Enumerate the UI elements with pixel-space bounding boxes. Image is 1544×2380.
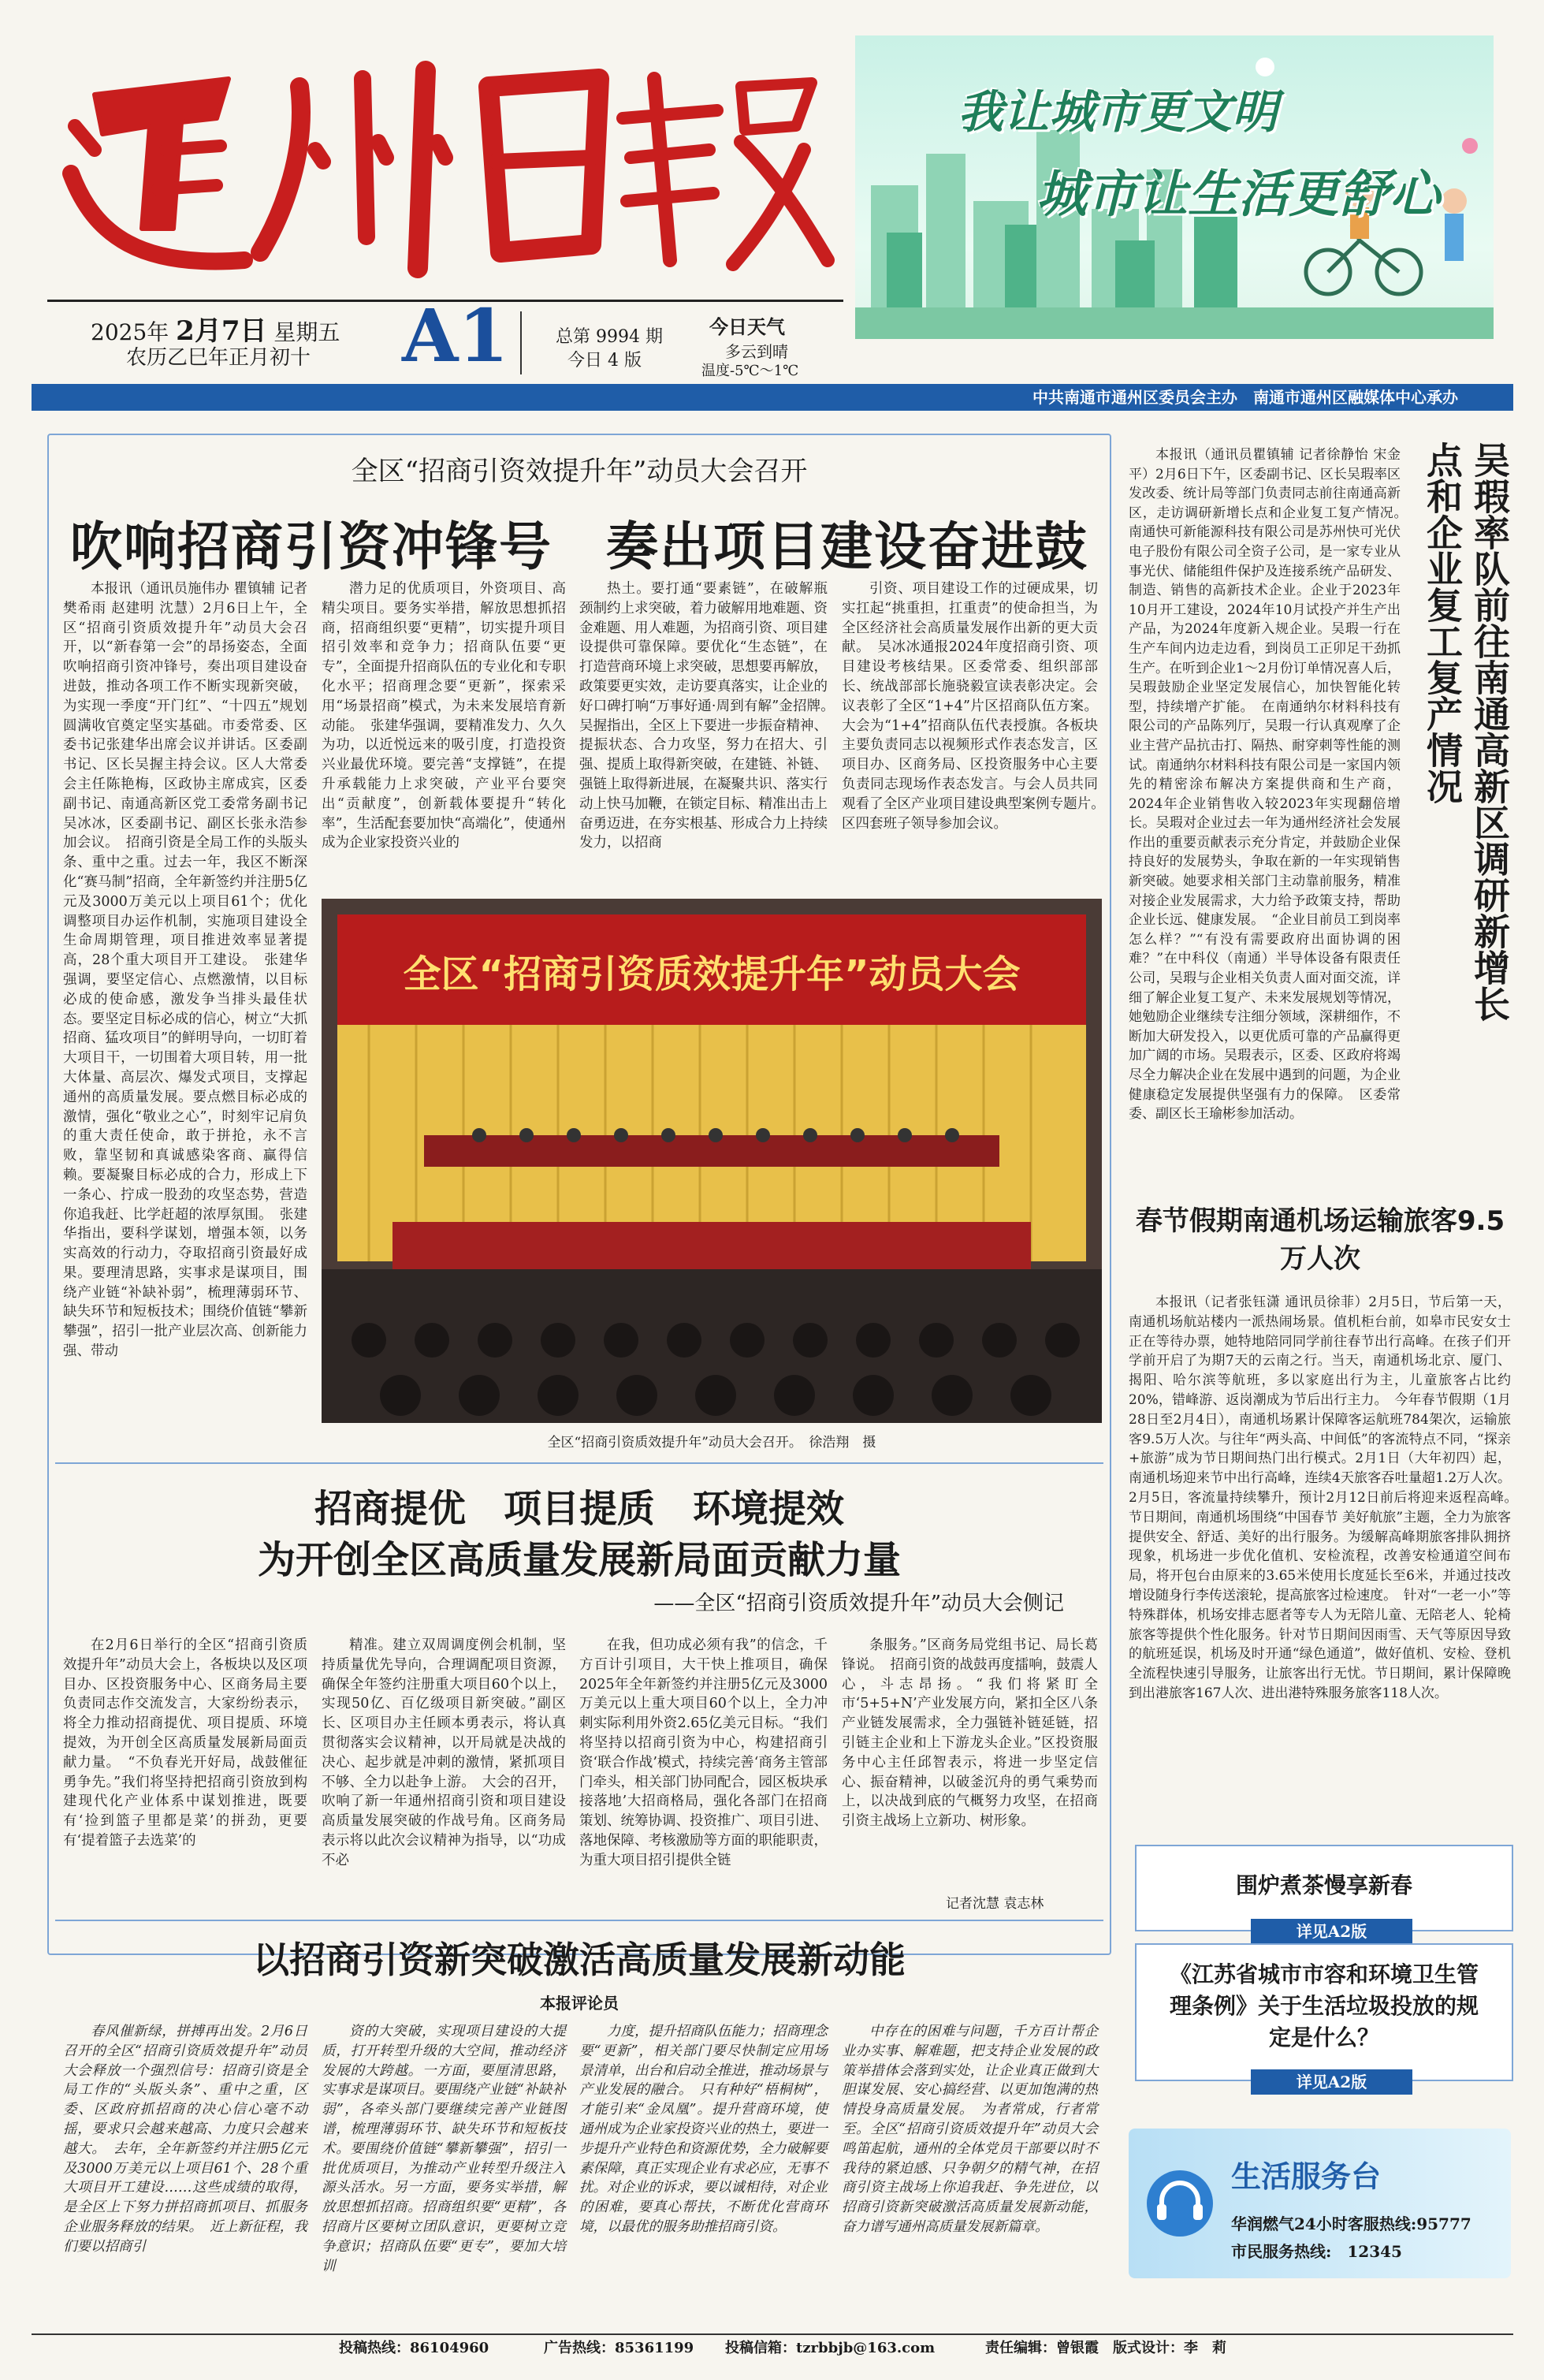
- weather-title: 今日天气: [709, 315, 785, 338]
- promo-title: 围炉煮茶慢享新春: [1235, 1872, 1412, 1898]
- divider: [520, 311, 522, 374]
- footer-bar: [32, 2333, 1513, 2360]
- commentary-column-4: 中存在的困难与问题，千方百计帮企业办实事、解难题，把支持企业发展的政策举措体会落到实处，让企业真正做到大胆谋发展、安心搞经营、以更加饱满的热情投身高质量发展。 为者常成，行者常至。全区“招商引资质效提升年”动员大会鸣笛起航，通州的全体党员干部要以时不我待的紧迫感、只争朝夕的精气神，在招商引资主战场上你追我赶、争先进位，以招商引资新突破激活高质量发展新动能，奋力谱写通州高质量发展新篇章。: [842, 2024, 1098, 2235]
- lunar-date: 农历乙巳年正月初十: [126, 346, 311, 370]
- lead-column-2: 潜力足的优质项目，外资项目、高精尖项目。要务实举措，解放思想抓招商，招商组织要“更精”，切实提升项目招引效率和竞争力；招商队伍要“更专”，全面提升招商队伍的专业化和专职化水平；招商理念要“更新”，探索采用“场景招商”模式，为未来发展培育新动能。 张建华强调，要精准发力、久久为功，以近悦远来的吸引度，打造投资兴业最优环境。要完善“支撑链”，在提升承载能力上求突破，产业平台要突出“贡献度”，创新载体要提升“转化率”，生活配套要加快“高端化”，使通州成为企业家投资兴业的: [322, 581, 566, 851]
- photo-caption: 全区“招商引资质效提升年”动员大会召开。 徐浩翔 摄: [547, 1435, 876, 1451]
- promo-page-tag[interactable]: 详见A2版: [1251, 2069, 1412, 2095]
- lead-column-4: 引资、项目建设工作的过硬成果，切实扛起“挑重担，扛重责”的使命担当，为全区经济社会高质量发展作出新的更大贡献。 吴冰冰通报2024年度招商引资、项目建设考核结果。区委常委、组织部部长、统战部部长施骁毅宣读表彰决定。会议表彰了全区“1+4”片区招商队伍方案。大会为“1+4”招商队伍代表授旗。各板块主要负责同志以视频形式作表态发言，区项目办、区商务局、区投资服务中心主要负责同志现场作表态发言。与会人员共同观看了全区产业项目建设典型案例专题片。 区四套班子领导参加会议。: [842, 581, 1112, 832]
- headset-icon: [1144, 2168, 1215, 2239]
- city-hotline: 市民服务热线: 12345: [1231, 2242, 1402, 2261]
- banner-slogan-2: 城市让生活更舒心: [1036, 166, 1440, 224]
- life-service-box: [1129, 2129, 1511, 2278]
- promo-page-tag[interactable]: 详见A2版: [1251, 1919, 1412, 1944]
- sidelight-column-3: 在我，但功成必须有我”的信念，千方百计引项目，大干快上推项目，确保2025年全年新签约并注册5亿元及3000万美元以上重大项目60个以上，全力冲刺实际利用外资2.65亿美元目标。“我们将坚持以招商引资为中心，构建招商引资‘联合作战’模式，持续完善‘商务主管部门牵头，相关部门协同配合，园区板块承接落地’大招商格局，强化各部门在招商策划、统筹协调、投资推广、项目引进、落地保障、考核激励等方面的职能职责，为重大项目招引提供全链: [579, 1637, 828, 1868]
- promo-regulation-box[interactable]: [1135, 1943, 1513, 2091]
- conference-photo[interactable]: [322, 899, 1102, 1423]
- right-story1-text: 本报讯（通讯员瞿镇辅 记者徐静怡 宋金平）2月6日下午，区委副书记、区长吴瑕率区发改委、统计局等部门负责同志前往南通高新区，走访调研新增长点和企业复工复产情况。 南通快可新能源科技有限公司是苏州快可光伏电子股份有限公司全资子公司，是一家专业从事光伏、储能组件保护及连接系统产品研发、制造、销售的高新技术企业。企业于2023年10月开工建设，2024年10月试投产并生产出产品，为2024年度新入规企业。吴瑕一行在生产车间内边走边看，到岗员工正卯足干劲抓生产。在听到企业1～2月份订单情况喜人后，吴瑕鼓励企业坚定发展信心，加快智能化转型，持续增产扩能。 在南通纳尔材料科技有限公司的产品陈列厅，吴瑕一行认真观摩了企业主营产品抗击打、隔热、耐穿刺等性能的测试。南通纳尔材料科技有限公司是一家国内领先的精密涂布解决方案提供商和生产商，2024年企业销售收入较2023年实现翻倍增长。吴瑕对企业过去一年为通州经济社会发展作出的重要贡献表示充分肯定，并鼓励企业保持良好的发展势头，争取在新的一年实现销售新突破。她要求相关部门主动靠前服务，精准对接企业发展需求，大力给予政策支持，帮助企业长远、健康发展。 “企业目前员工到岗率怎么样？”“有没有需要政府出面协调的困难？”在中科仪（南通）半导体设备有限责任公司，吴瑕与企业相关负责人面对面交流，详细了解企业复工复产、未来发展规划等情况，她勉励企业继续专注细分领域，深耕细作，不断加大研发投入，以更优质可靠的产品赢得更加广阔的市场。吴瑕表示，区委、区政府将竭尽全力解决企业在发展中遇到的问题，为企业健康稳定发展提供坚强有力的保障。 区委常委、副区长王瑜彬参加活动。: [1129, 447, 1414, 1123]
- divider: [55, 1920, 1103, 1921]
- sponsor-bar: 中共南通市通州区委员会主办 南通市通州区融媒体中心承办: [32, 384, 1513, 411]
- service-title: 生活服务台: [1231, 2159, 1382, 2194]
- lead-kicker: 全区“招商引资效提升年”动员大会召开: [351, 456, 808, 487]
- today-pages: 今日 4 版: [567, 351, 642, 371]
- sidelight-author: 记者沈慧 袁志林: [946, 1896, 1044, 1912]
- commentary-column-2: 资的大突破，实现项目建设的大提质，打开转型升级的大空间，推动经济发展的大跨越。一方面，要厘清思路，实事求是谋项目。要围绕产业链“补缺补弱”，各牵头部门要继续完善产业链图谱，梳理薄弱环节、缺失环节和短板技术。要围绕价值链“攀新攀强”，招引一批优质项目，为推动产业转型升级注入源头活水。另一方面，要务实举措，解放思想抓招商。招商组织要“更精”，各招商片区要树立团队意识，更要树立竞争意识；招商队伍要“更专”，要加大培训: [322, 2024, 566, 2274]
- lead-column-3: 热土。要打通“要素链”，在破解瓶颈制约上求突破，着力破解用地难题、资金难题、用人难题，为招商引资、项目建设提供可靠保障。要优化“生态链”，在打造营商环境上求突破，思想要再解放，政策要更实效，走访要真落实，让企业的好口碑打响“万事好通·周到有解”金招牌。 吴握指出，全区上下要进一步振奋精神、提振状态、合力攻坚，努力在招大、引强、提质上取得新突破，在建链、补链、强链上取得新进展，在凝聚共识、落实行动上快马加鞭，在锁定目标、精准出击上奋勇迈进，在夯实根基、形成合力上持续发力，以招商: [579, 581, 842, 851]
- sidelight-column-2: 精准。建立双周调度例会机制，坚持质量优先导向，合理调配项目资源，确保全年签约注册重大项目60个以上，实现50亿、百亿级项目新突破。”副区长、区项目办主任顾本勇表示，将认真贯彻落实会议精神，以开局就是决战的决心、起步就是冲刺的激情，紧抓项目不够、全力以赴争上游。 大会的召开，吹响了新一年通州招商引资和项目建设高质量发展突破的作战号角。区商务局表示将以此次会议精神为指导，以“功成不必: [322, 1637, 566, 1868]
- sidelight-headline-1[interactable]: 招商提优 项目提质 环境提效: [314, 1487, 844, 1531]
- commentary-headline[interactable]: 以招商引资新突破激活高质量发展新动能: [253, 1939, 906, 1981]
- promo-tea-box[interactable]: [1135, 1845, 1513, 1941]
- commentary-byline: 本报评论员: [540, 1994, 619, 2013]
- right-story2-text: 本报讯（记者张钰潇 通讯员徐菲）2月5日，节后第一天，南通机场航站楼内一派热闹场景。值机柜台前，如皋市民安女士正在等待办票，她特地陪同同学前往春节出行高峰。在孩子们开学前开启了为期7天的云南之行。当天，南通机场北京、厦门、揭阳、哈尔滨等航班，多以家庭出行为主，儿童旅客占比约20%，错峰游、返岗潮成为节后出行主力。 今年春节假期（1月28日至2月4日），南通机场累计保障客运航班784架次，运输旅客9.5万人次。与往年“两头高、中间低”的客流特点不同，“探亲+旅游”成为节日期间热门出行模式。2月1日（大年初四）起，南通机场迎来节中出行高峰，连续4天旅客吞吐量超1.2万人次。2月5日，客流量持续攀升，预计2月12日前后将迎来返程高峰。 节日期间，南通机场围绕“中国春节 美好航旅”主题，全力为旅客提供安全、舒适、美好的出行服务。为缓解高峰期旅客排队拥挤现象，机场进一步优化值机、安检流程，改善安检通道空间布局，将开包台由原来的3.65米使用长度延长至6米，并通过技改增设随身行李传送滚轮，提高旅客过检速度。 针对“一老一小”等特殊群体，机场安排志愿者等专人为无陪儿童、无陪老人、轮椅旅客等提供个性化服务。针对节日期间因雨雪、天气等原因导致的航班延误，机场及时开通“绿色通道”，做好值机、安检、登机全流程快速引导服务，让旅客出行无忧。节日期间，累计保障晚到出港旅客167人次、进出港特殊服务旅客118人次。: [1129, 1294, 1524, 1701]
- total-issue: 总第 9994 期: [556, 327, 663, 347]
- promo-title: 《江苏省城市市容和环境卫生管理条例》关于生活垃圾投放的规定是什么？: [1169, 1961, 1479, 2050]
- divider: [55, 1462, 1103, 1464]
- conference-hall-illustration: [322, 899, 1102, 1423]
- weather-desc: 多云到晴: [725, 342, 788, 361]
- lead-column-1: 本报讯（通讯员施伟办 瞿镇辅 记者樊希雨 赵建明 沈慧）2月6日上午，全区“招商引资质效提升年”动员大会召开，以“新春第一会”的昂扬姿态，全面吹响招商引资冲锋号，奏出项目建设奋进鼓，推动各项工作不断实现新突破，为实现一季度“开门红”、“十四五”规划圆满收官奠定坚实基础。市委常委、区委书记张建华出席会议并讲话。区委副书记、区长吴握主持会议。区人大常委会主任陈艳梅，区政协主席成宾，区委副书记、南通高新区党工委常务副书记吴冰冰，区委副书记、副区长张永浩参加会议。 招商引资是全局工作的头版头条、重中之重。过去一年，我区不断深化“赛马制”招商，全年新签约并注册5亿元及3000万美元以上项目61个；优化调整项目办运作机制，实施项目建设全生命周期管理，项目推进效率显著提高，28个重大项目开工建设。 张建华强调，要坚定信心、点燃激情，以目标必成的使命感，激发争当排头最佳状态。要坚定目标必成的信心，树立“大抓招商、猛攻项目”的鲜明导向，一切盯着大项目干，一切围着大项目转，用一批大体量、高层次、爆发式项目，支撑起通州的高质量发展。要点燃目标必成的激情，强化“敬业之心”，时刻牢记肩负的重大责任使命，敢于拼抢，永不言败，靠坚韧和真诚感染客商、赢得信赖。要凝聚目标必成的合力，形成上下一条心、拧成一股劲的攻坚态势，营造你追我赶、比学赶超的浓厚氛围。 张建华指出，要科学谋划，增强本领，以务实高效的行动力，夺取招商引资最好成果。要理清思路，实事求是谋项目，围绕产业链“补缺补弱”，梳理薄弱环节、缺失环节和短板技术；围绕价值链“攀新攀强”，招引一批产业层次高、创新能力强、带动: [63, 581, 307, 1360]
- right-story2-headline[interactable]: 春节假期南通机场运输旅客9.5万人次: [1135, 1205, 1505, 1275]
- weather-temp: 温度-5℃～1℃: [701, 363, 799, 379]
- right-story1-headline[interactable]: 吴瑕率队前往南通高新区调研新增长点和企业复工复产情况: [1421, 441, 1511, 1022]
- sidelight-headline-2[interactable]: 为开创全区高质量发展新局面贡献力量: [257, 1538, 901, 1582]
- footer-editor: 责任编辑：曾银霞 版式设计：李 莉: [985, 2340, 1226, 2356]
- commentary-column-1: 春风催新绿，拼搏再出发。2月6日召开的全区“招商引资质效提升年”动员大会释放一个强烈信号：招商引资是全局工作的“头版头条”、重中之重，区委、区政府抓招商的决心信心毫不动摇，要求只会越来越高、力度只会越来越大。 去年，全年新签约并注册5亿元及3000万美元以上项目61个、28个重大项目开工建设……这些成绩的取得，是全区上下努力拼招商抓项目、抓服务企业服务释放的结果。 近上新征程，我们要以招商引: [63, 2024, 307, 2255]
- civility-banner: [855, 35, 1494, 339]
- gas-hotline: 华润燃气24小时客服热线:95777: [1231, 2214, 1471, 2233]
- footer-mail[interactable]: 投稿信箱：tzrbbjb@163.com: [725, 2340, 936, 2356]
- issue-date: 2025年 2月7日 星期五: [91, 315, 340, 347]
- sidelight-column-1: 在2月6日举行的全区“招商引资质效提升年”动员大会上，各板块以及区项目办、区投资服务中心、区商务局主要负责同志作交流发言，大家纷纷表示，将全力推动招商提优、项目提质、环境提效，为开创全区高质量发展新局面贡献力量。 “不负春光开好局，战鼓催征勇争先。”我们将坚持把招商引资放到构建现代化产业体系中谋划推进，既要有‘捡到篮子里都是菜’的拼劲，更要有‘提着篮子去选菜’的: [63, 1637, 307, 1849]
- newspaper-logo: [47, 32, 843, 284]
- lead-headline[interactable]: 吹响招商引资冲锋号 奏出项目建设奋进鼓: [70, 516, 1088, 577]
- sidelight-subhead: ——全区“招商引资质效提升年”动员大会侧记: [653, 1592, 1064, 1615]
- banner-slogan-1: 我让城市更文明: [958, 85, 1278, 139]
- footer-ad-line: 广告热线：85361199: [544, 2340, 694, 2356]
- photo-banner-text: 全区“招商引资质效提升年”动员大会: [403, 952, 1021, 996]
- page-number: A1: [402, 293, 509, 378]
- sidelight-column-4: 条服务。”区商务局党组书记、局长葛锋说。 招商引资的战鼓再度擂响，鼓震人心，斗志昂扬。“我们将紧盯全市‘5+5+N’产业发展方向，紧扣全区八条产业链发展需求，全力强链补链延链，招引链主企业和上下游龙头企业。”区投资服务中心主任邱智表示，将进一步坚定信心、振奋精神，以破釜沉舟的勇气乘势而上，以决战到底的气概努力攻坚，在招商引资主战场上立新功、树形象。: [842, 1637, 1098, 1830]
- commentary-column-3: 力度，提升招商队伍能力；招商理念要“更新”，相关部门要尽快制定应用场景清单，出台和启动全推进，推动场景与产业发展的融合。 只有种好“梧桐树”，才能引来“金凤凰”。提升营商环境，使通州成为企业家投资兴业的热土，要进一步提升产业特色和资源优势，全力破解要素保障，真正实现企业有求必应，无事不扰。对企业的诉求，要以诚相待，对企业的困难，要真心帮扶，不断优化营商环境，以最优的服务助推招商引资。: [579, 2024, 828, 2235]
- footer-tip-line: 投稿热线：86104960: [339, 2340, 489, 2356]
